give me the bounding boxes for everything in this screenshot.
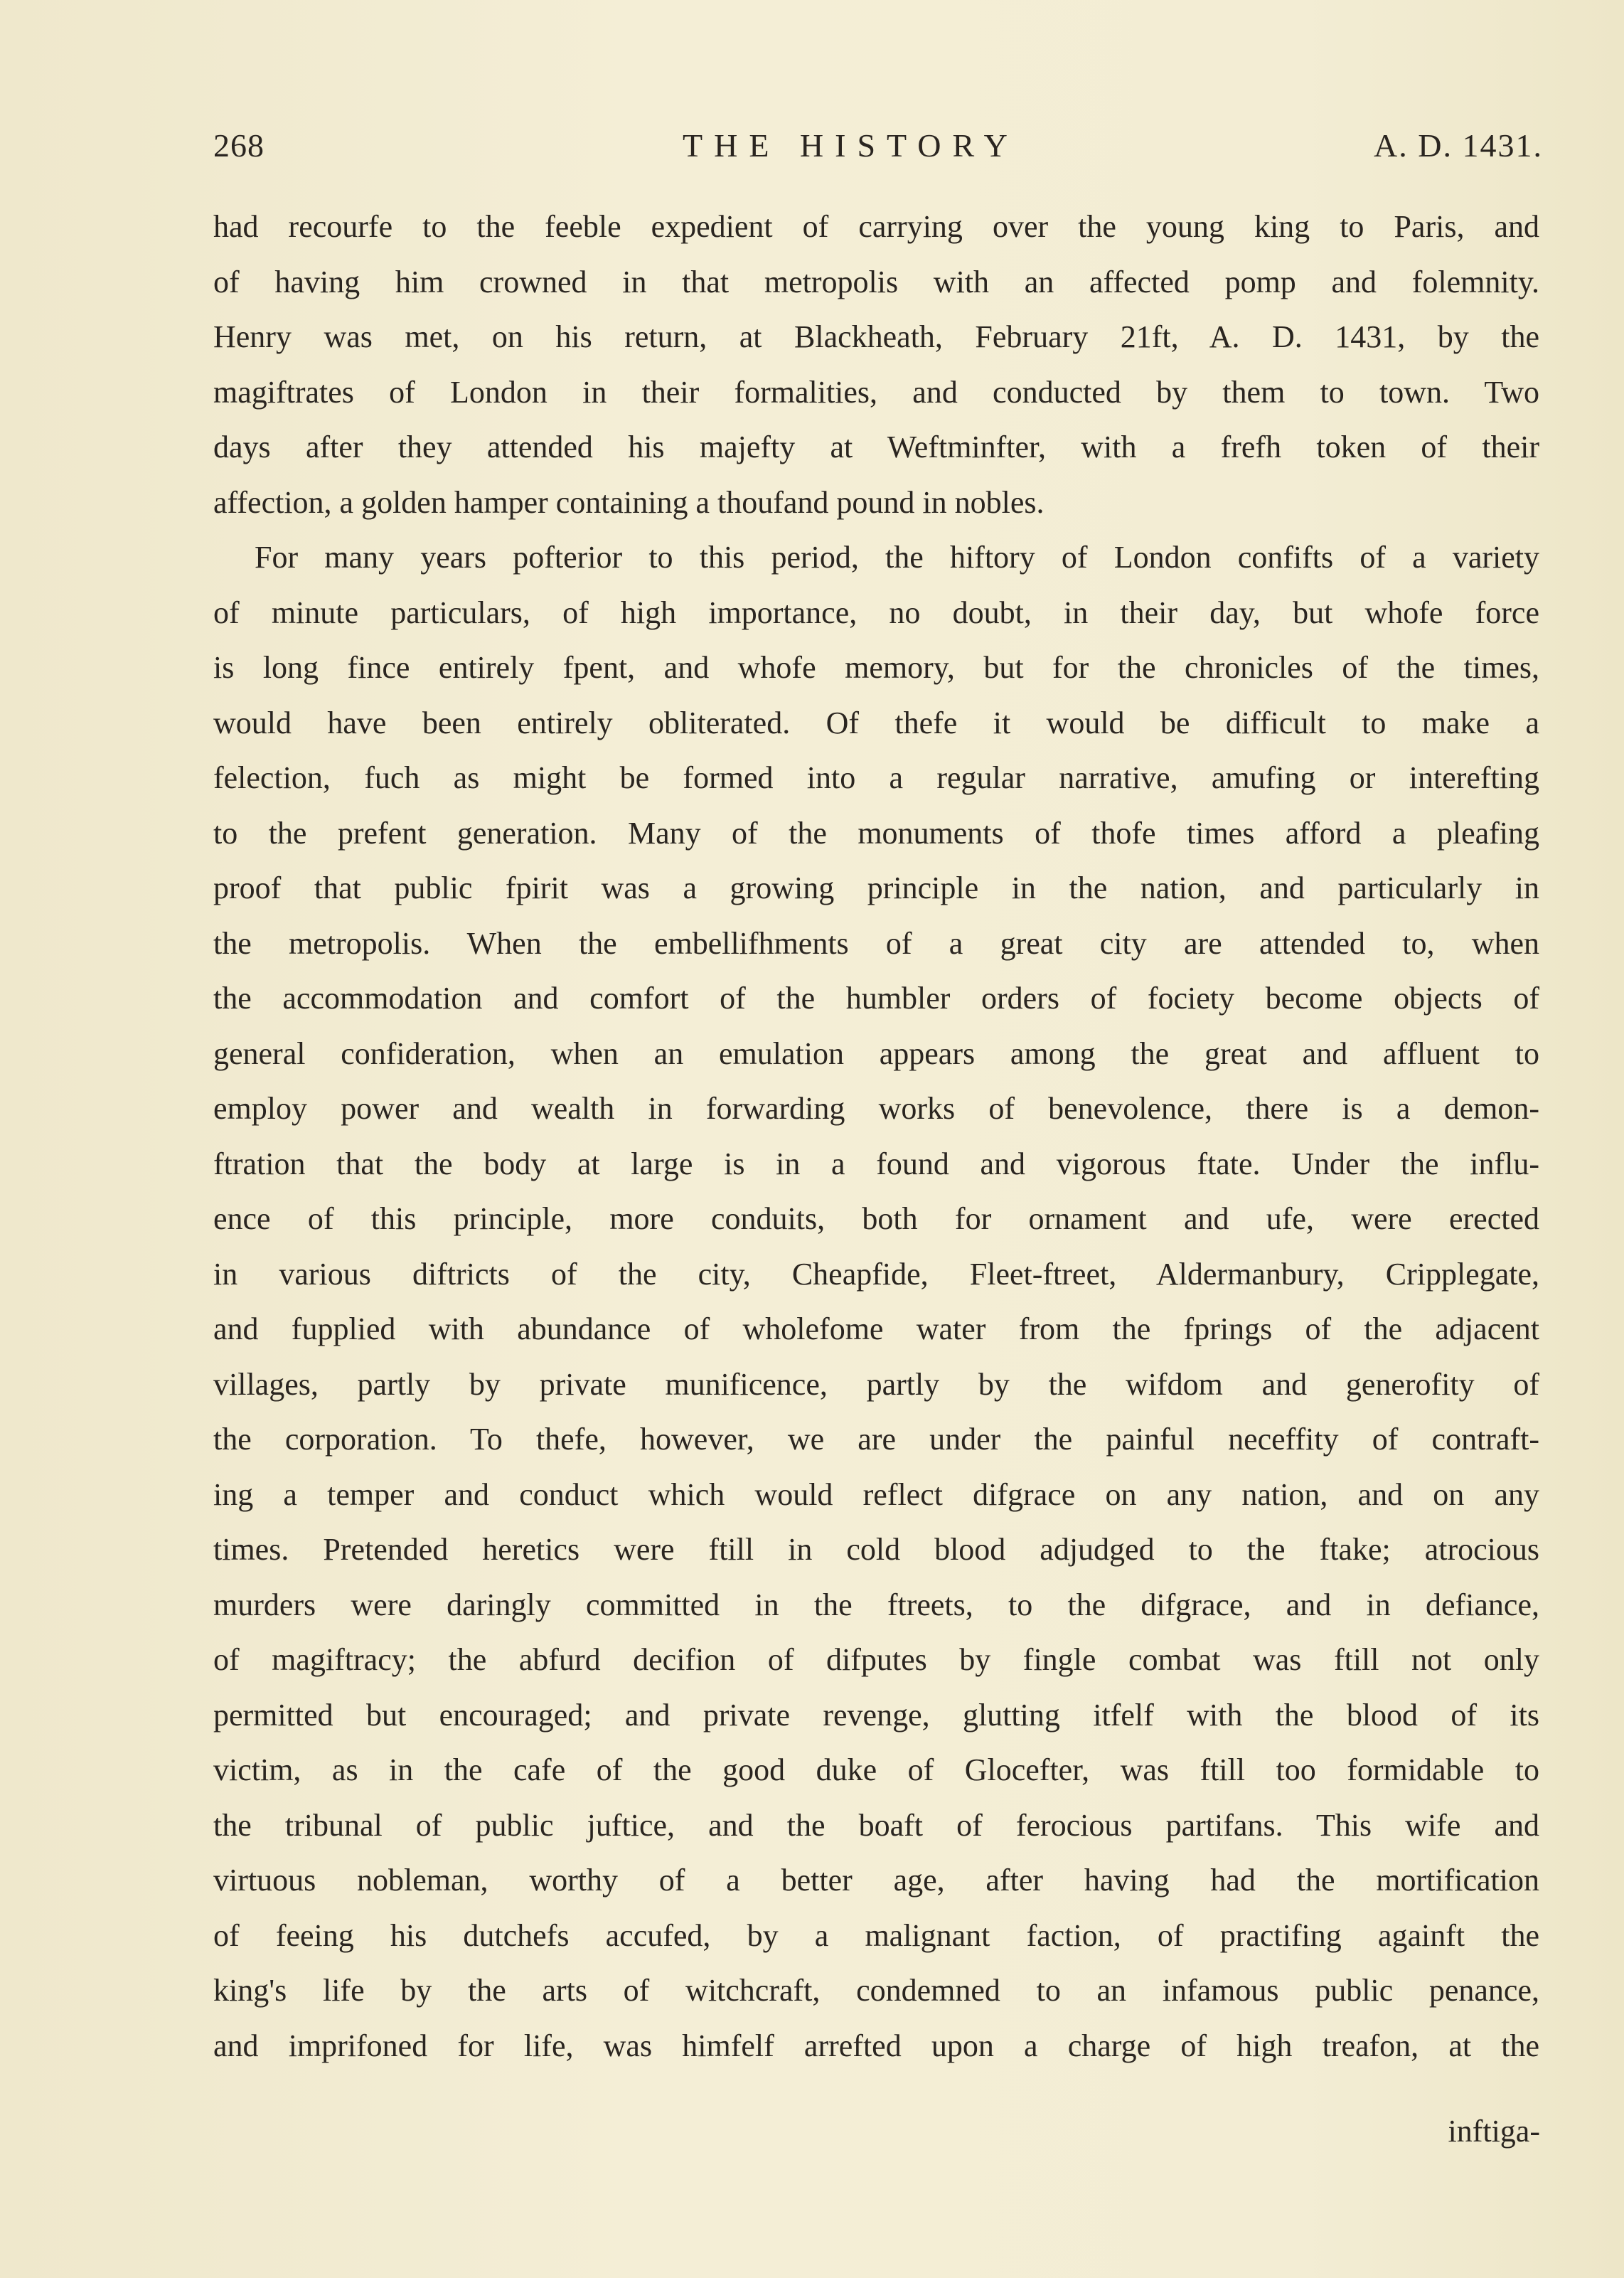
running-head — [213, 127, 1543, 176]
text-line: king's life by the arts of witchcraft, condemned to an infamous public penance, — [213, 1973, 1539, 2008]
text-line: ftration that the body at large is in a found and vigorous ftate. Under the influ- — [213, 1146, 1539, 1181]
text-line: Henry was met, on his return, at Blackheath, February 21ft, A. D. 1431, by the — [213, 319, 1539, 354]
running-date: A. D. 1431. — [1374, 127, 1543, 164]
text-line: of minute particulars, of high importance, no doubt, in their day, but whofe force — [213, 595, 1539, 630]
text-line: is long fince entirely fpent, and whofe memory, but for the chronicles of the times, — [213, 650, 1539, 685]
text-line: general confideration, when an emulation appears among the great and affluent to — [213, 1036, 1539, 1071]
text-line: ing a temper and conduct which would reflect difgrace on any nation, and on any — [213, 1476, 1539, 1512]
running-title: THE HISTORY — [683, 127, 1019, 164]
catchword: inftiga- — [1448, 2114, 1540, 2149]
text-line: felection, fuch as might be formed into a regular narrative, amufing or interefting — [213, 760, 1539, 795]
text-line: For many years pofterior to this period, the hiftory of London confifts of a variety — [255, 540, 1539, 575]
text-line: virtuous nobleman, worthy of a better age, after having had the mortification — [213, 1863, 1539, 1898]
text-line: the metropolis. When the embellifhments of a great city are attended to, when — [213, 925, 1539, 961]
text-line: of magiftracy; the abfurd decifion of difputes by fingle combat was ftill not only — [213, 1642, 1539, 1677]
text-line: days after they attended his majefty at Weftminfter, with a frefh token of their — [213, 430, 1539, 464]
page-number: 268 — [213, 127, 265, 164]
text-line: employ power and wealth in forwarding works of benevolence, there is a demon- — [213, 1091, 1539, 1126]
text-line: of having him crowned in that metropolis with an affected pomp and folemnity. — [213, 264, 1539, 299]
paragraph-1 — [213, 199, 1539, 530]
text-line: times. Pretended heretics were ftill in cold blood adjudged to the ftake; atrocious — [213, 1532, 1539, 1567]
text-line: magiftrates of London in their formalities, and conducted by them to town. Two — [213, 374, 1539, 410]
text-line: in various diftricts of the city, Cheapfide, Fleet-ftreet, Aldermanbury, Cripplegate, — [213, 1256, 1539, 1292]
text-line: the tribunal of public juftice, and the boaft of ferocious partifans. This wife and — [213, 1807, 1539, 1843]
body-text — [213, 199, 1539, 2073]
text-line: and fupplied with abundance of wholefome water from the fprings of the adjacent — [213, 1311, 1539, 1346]
text-line: had recourfe to the feeble expedient of carrying over the young king to Paris, and — [213, 209, 1539, 244]
text-line: of feeing his dutchefs accufed, by a malignant faction, of practifing againft the — [213, 1917, 1539, 1953]
text-line: and imprifoned for life, was himfelf arrefted upon a charge of high treafon, at the — [213, 2028, 1539, 2063]
text-line: would have been entirely obliterated. Of thefe it would be difficult to make a — [213, 705, 1539, 740]
text-line: victim, as in the cafe of the good duke of Glocefter, was ftill too formidable to — [213, 1752, 1539, 1787]
text-line: proof that public fpirit was a growing principle in the nation, and particularly in — [213, 871, 1539, 905]
paragraph-2 — [213, 530, 1539, 2073]
text-line: affection, a golden hamper containing a thoufand pound in nobles. — [213, 484, 1045, 520]
text-line: the accommodation and comfort of the humbler orders of fociety become objects of — [213, 981, 1539, 1016]
text-line: murders were daringly committed in the ftreets, to the difgrace, and in defiance, — [213, 1587, 1539, 1622]
text-line: permitted but encouraged; and private revenge, glutting itfelf with the blood of its — [213, 1697, 1539, 1733]
text-line: ence of this principle, more conduits, both for ornament and ufe, were erected — [213, 1201, 1539, 1236]
text-line: the corporation. To thefe, however, we are under the painful neceffity of contraft- — [213, 1422, 1539, 1457]
text-line: villages, partly by private munificence, partly by the wifdom and generofity of — [213, 1366, 1539, 1402]
text-line: to the prefent generation. Many of the monuments of thofe times afford a pleafing — [213, 815, 1539, 851]
